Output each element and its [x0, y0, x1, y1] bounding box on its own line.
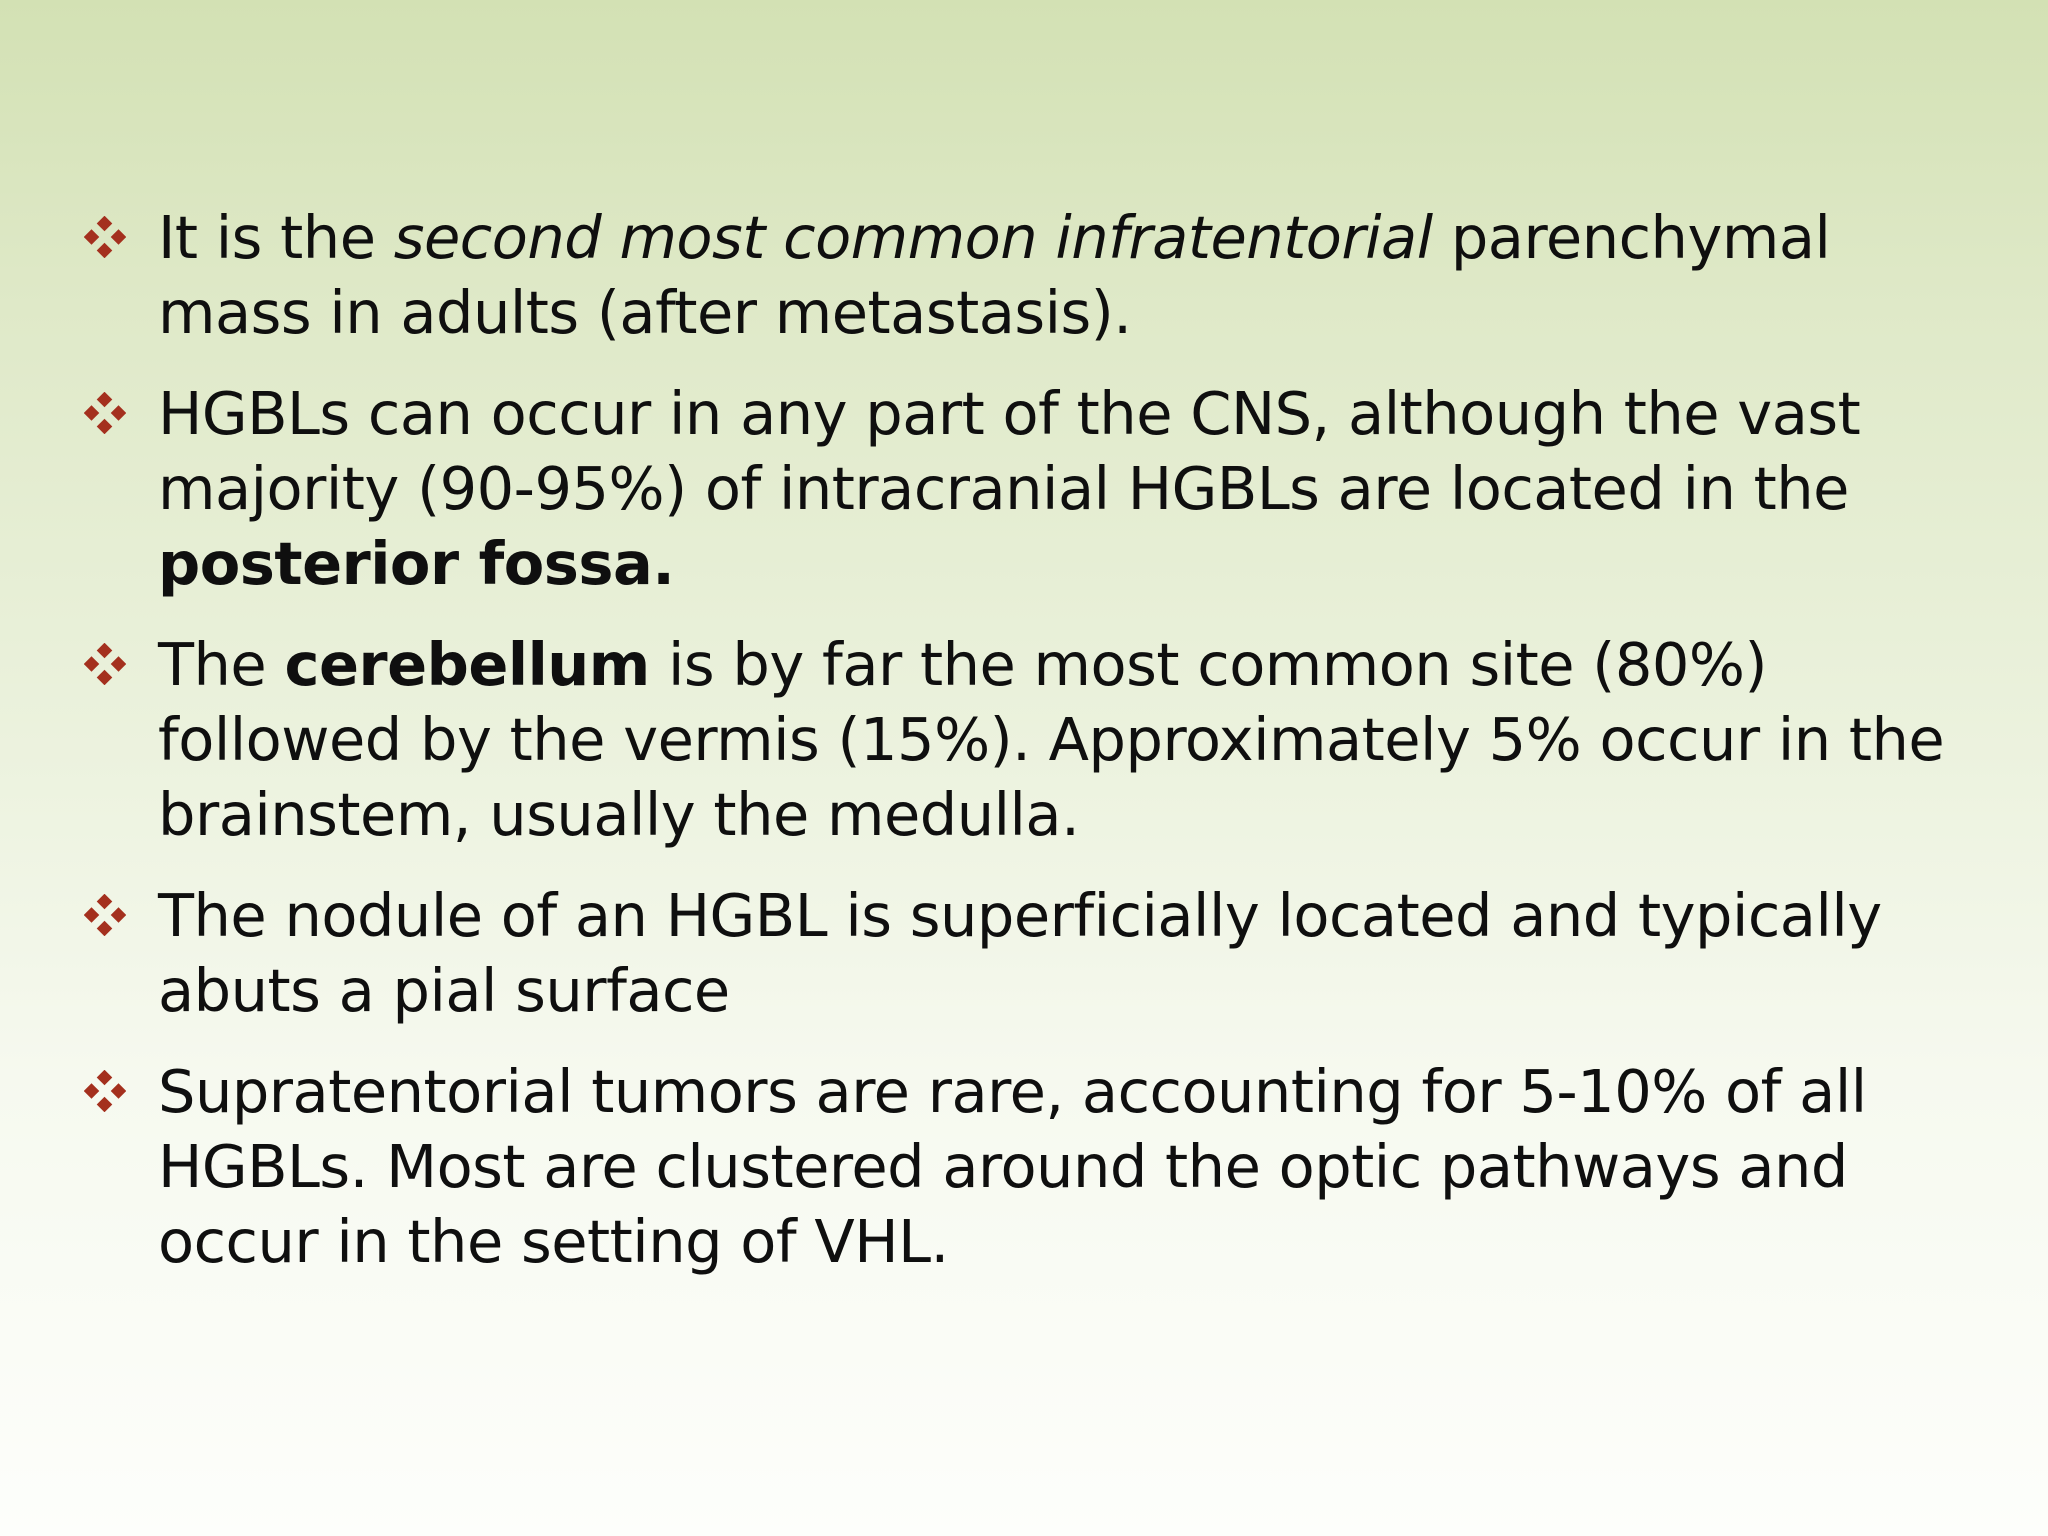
bullet-text-bold: posterior fossa. — [158, 529, 675, 598]
bullet-text — [158, 1057, 1867, 1276]
bullet-text — [158, 379, 1860, 598]
bullet-text — [158, 203, 1830, 347]
bullet-item — [80, 200, 1980, 350]
four-diamond-bullet-icon — [84, 216, 126, 258]
bullet-text-italic: second most common infratentorial — [393, 203, 1433, 272]
bullet-text-run: parenchymal mass in adults (after metastasis). — [158, 203, 1831, 347]
bullet-text — [158, 630, 1944, 849]
bullet-item — [80, 1054, 1980, 1279]
four-diamond-bullet-icon — [84, 894, 126, 936]
bullet-text-run: It is the — [158, 203, 394, 272]
bullet-text-run: The — [158, 630, 285, 699]
bullet-text-run: is by far the most common site (80%) followed by the vermis (15%). Approximately 5% occur in the brainstem, usually the medulla. — [158, 630, 1945, 849]
bullet-item — [80, 878, 1980, 1028]
bullet-text-run: The nodule of an HGBL is superficially located and typically abuts a pial surface — [158, 881, 1882, 1025]
four-diamond-bullet-icon — [84, 1070, 126, 1112]
bullet-text — [158, 881, 1882, 1025]
four-diamond-bullet-icon — [84, 392, 126, 434]
bullet-text-run: Supratentorial tumors are rare, accounting for 5-10% of all HGBLs. Most are clustered around the optic pathways and occur in the setting of VHL. — [158, 1057, 1867, 1276]
slide-content — [80, 200, 1980, 1305]
bullet-item — [80, 627, 1980, 852]
bullet-text-bold: cerebellum — [284, 630, 650, 699]
four-diamond-bullet-icon — [84, 643, 126, 685]
bullet-item — [80, 376, 1980, 601]
bullet-text-run: HGBLs can occur in any part of the CNS, although the vast majority (90-95%) of intracranial HGBLs are located in the — [158, 379, 1861, 523]
